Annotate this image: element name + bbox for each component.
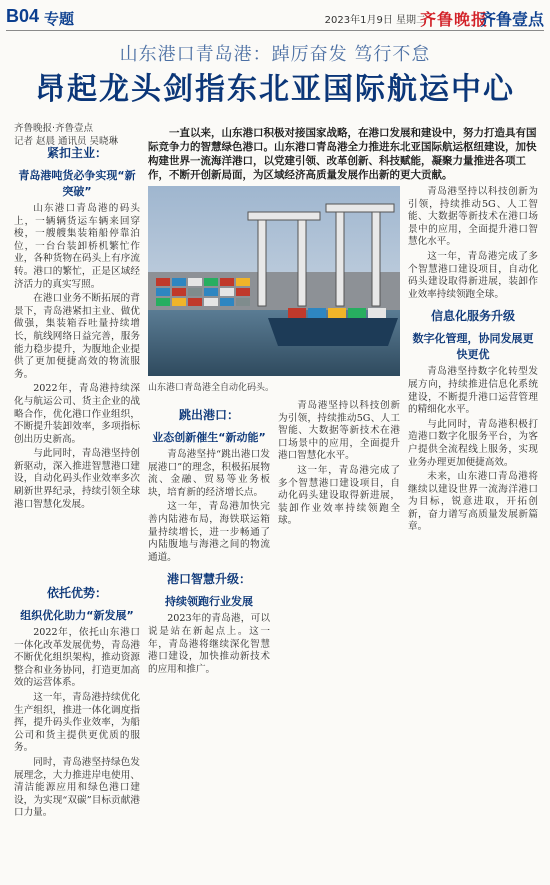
section-label: 专题: [44, 10, 75, 28]
section-title: 跳出港口：: [178, 408, 239, 422]
paragraph: 这一年，青岛港完成了多个智慧港口建设项目，自动化码头建设取得新进展，装卸作业效率持续领跑全球。: [408, 250, 538, 300]
photo-caption: 山东港口青岛港全自动化码头。: [148, 383, 275, 393]
paragraph: 青岛港坚持以科技创新为引领，持续推动5G、人工智能、大数据等新技术在港口场景中的应用，全面提升港口智慧化水平。: [278, 400, 400, 462]
section-subtitle: 持续领跑行业发展: [165, 595, 253, 609]
issue-date: 2023年1月9日 星期二: [324, 15, 426, 26]
page-header: [6, 6, 544, 31]
section-title: 紧扣主业：: [46, 146, 107, 160]
page-number: B04: [6, 6, 40, 26]
section-title: 信息化服务升级: [430, 309, 515, 324]
paragraph: 2023年的青岛港，可以说是站在新起点上。这一年，青岛港将继续深化智慧港口建设，加快推动新技术的应用和推广。: [148, 613, 270, 675]
masthead: 齐鲁晚报: [419, 10, 488, 29]
paragraph: 山东港口青岛港的码头上，一辆辆货运车辆来回穿梭，一艘艘集装箱船停靠泊位，一台台装卸桥机繁忙作业，各种货物在码头上有序流转。港口的繁忙，正是区域经济活力的真实写照。: [14, 203, 140, 290]
section-subtitle: 青岛港吨货必争实现“新突破”: [18, 169, 136, 198]
paragraph: 这一年，青岛港持续优化生产组织，推进一体化调度指挥，提升码头作业效率，为船公司和货主提供更优质的服务。: [14, 691, 140, 754]
paragraph: 与此同时，青岛港积极打造港口数字化服务平台，为客户提供全流程线上服务，实现业务办理更加便捷高效。: [408, 418, 538, 468]
paragraph: 未来，山东港口青岛港将继续以建设世界一流海洋港口为目标，锐意进取，开拓创新，奋力谱写高质量发展新篇章。: [408, 471, 538, 533]
section-title: 港口智慧升级：: [166, 572, 251, 587]
section-subtitle: 组织优化助力“新发展”: [20, 609, 134, 622]
column-3: [148, 400, 270, 873]
paragraph: 2022年，依托山东港口一体化改革发展优势，青岛港不断优化组织架构，推动资源整合和业务协同，打造更加高效的运营体系。: [14, 627, 140, 689]
column-2: [14, 578, 140, 873]
paragraph: 青岛港坚持以科技创新为引领，持续推动5G、人工智能、大数据等新技术在港口场景中的应用，全面提升港口智慧化水平。: [408, 186, 538, 248]
section-subtitle: 数字化管理，协同发展更快更优: [412, 332, 534, 362]
paragraph: 青岛港坚持数字化转型发展方向，持续推进信息化系统建设，不断提升港口运营管理的精细化水平。: [408, 366, 538, 416]
column-3b: [278, 400, 400, 873]
section-title: 依托优势：: [46, 586, 107, 600]
port-photo-image: [148, 186, 400, 376]
paragraph: 与此同时，青岛港坚持创新驱动，深入推进智慧港口建设，自动化码头作业效率多次刷新世界纪录，持续引领全球港口智慧化发展。: [14, 448, 140, 510]
headline: 昂起龙头剑指东北亚国际航运中心: [35, 72, 515, 107]
column-4: [408, 186, 538, 873]
subheadline: 山东港口青岛港：踔厉奋发 笃行不怠: [119, 44, 431, 65]
brand-logo: 齐鲁壹点: [479, 10, 544, 29]
paragraph: 2022年，青岛港持续深化与航运公司、货主企业的战略合作，优化港口作业组织，不断提升装卸效率，多项指标创出历史新高。: [14, 383, 140, 445]
port-photo: [148, 186, 400, 376]
section-subtitle: 业态创新催生“新动能”: [152, 431, 266, 444]
paragraph: 同时，青岛港坚持绿色发展理念，大力推进岸电使用、清洁能源应用和绿色港口建设，为实现“双碳”目标贡献港口力量。: [14, 756, 140, 819]
byline-reporters: 记者 赵晨 通讯员 吴晓琳: [14, 136, 119, 147]
lede-paragraph: 一直以来，山东港口积极对接国家战略，在港口发展和建设中，努力打造具有国际竞争力的智慧绿色港口。山东港口青岛港全力推进东北亚国际航运枢纽建设，加快构建世界一流海洋港口，以党建引领、改革创新、科技赋能，凝聚力量推进各项工作，不断开创新局面，为区域经济高质量发展作出新的更大贡献。: [148, 127, 537, 181]
paragraph: 这一年，青岛港加快完善内陆港布局，海铁联运箱量持续增长，进一步畅通了内陆腹地与海港之间的物流通道。: [148, 501, 270, 563]
paragraph: 青岛港坚持“跳出港口发展港口”的理念，积极拓展物流、金融、贸易等业务板块，培育新的经济增长点。: [148, 449, 270, 498]
paragraph: 在港口业务不断拓展的背景下，青岛港紧扣主业、做优做强，集装箱吞吐量持续增长，航线网络日益完善，服务能力稳步提升，为腹地企业提供了更加便捷高效的物流服务。: [14, 293, 140, 380]
paragraph: 这一年，青岛港完成了多个智慧港口建设项目，自动化码头建设取得新进展，装卸作业效率持续领跑全球。: [278, 464, 400, 527]
byline-publication: 齐鲁晚报·齐鲁壹点: [14, 123, 94, 134]
